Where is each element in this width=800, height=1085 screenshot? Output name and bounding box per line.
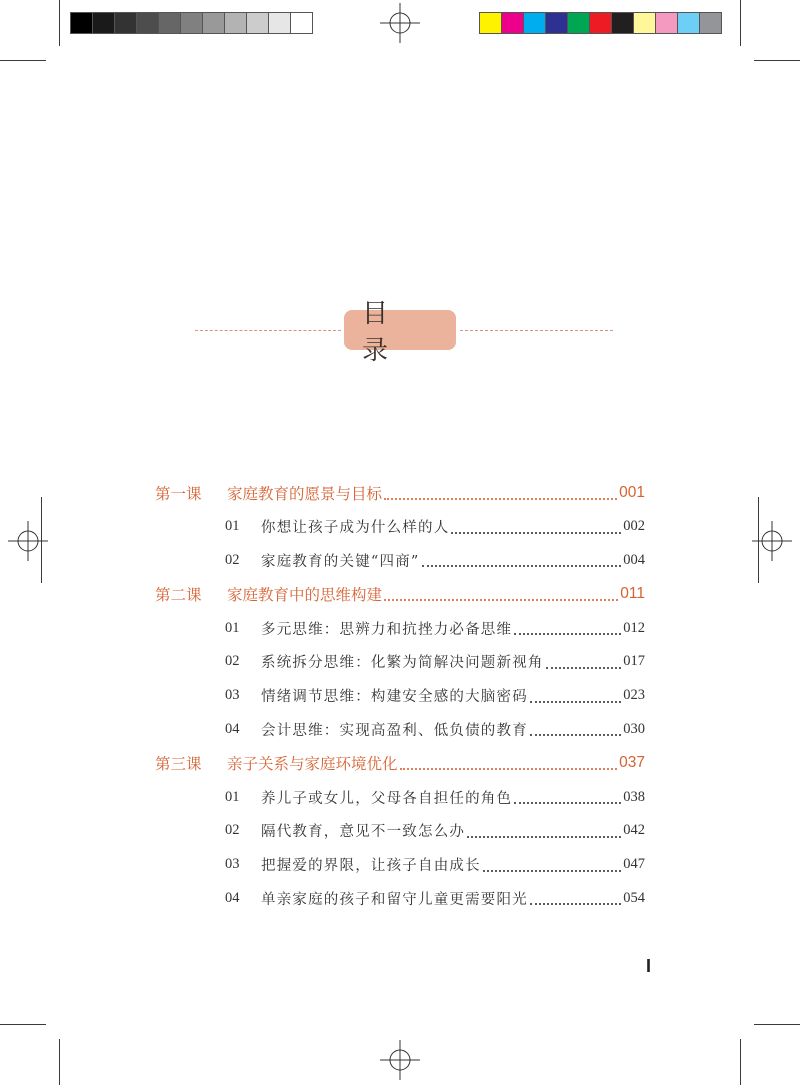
toc-section-entry[interactable]: [155, 882, 645, 916]
toc-section-entry[interactable]: [155, 814, 645, 848]
process-color-bar: [479, 12, 721, 34]
entry-page-number: 042: [623, 822, 645, 839]
entry-title: 你想让孩子成为什么样的人: [261, 520, 450, 537]
color-swatch: [611, 12, 634, 34]
entry-number: 04: [225, 889, 240, 906]
dot-leader: [400, 767, 618, 770]
entry-number: 01: [225, 788, 240, 805]
entry-number: 第二课: [155, 586, 202, 605]
color-swatch: [523, 12, 546, 34]
toc-section-entry[interactable]: [155, 645, 645, 679]
toc-chapter-entry[interactable]: [155, 476, 645, 510]
grayscale-color-bar: [70, 12, 312, 34]
dot-leader: [384, 598, 618, 601]
gray-swatch: [268, 12, 291, 34]
color-swatch: [677, 12, 700, 34]
registration-mark-left-icon: [8, 521, 48, 561]
dot-leader: [530, 700, 621, 703]
entry-title: 亲子关系与家庭环境优化: [227, 755, 398, 774]
toc-section-entry[interactable]: [155, 611, 645, 645]
crop-mark-top-left-v: [59, 0, 60, 46]
dot-leader: [546, 666, 622, 669]
crop-mark-top-right-h: [754, 60, 800, 61]
entry-title: 家庭教育的关键“四商”: [261, 553, 420, 570]
entry-title: 养儿子或女儿，父母各自担任的角色: [261, 790, 513, 807]
gray-swatch: [290, 12, 313, 34]
entry-number: 02: [225, 822, 240, 839]
color-swatch: [589, 12, 612, 34]
gray-swatch: [202, 12, 225, 34]
toc-section-entry[interactable]: [155, 780, 645, 814]
gray-swatch: [114, 12, 137, 34]
toc-section-entry[interactable]: [155, 848, 645, 882]
color-swatch: [655, 12, 678, 34]
entry-title: 把握爱的界限，让孩子自由成长: [261, 858, 481, 875]
gray-swatch: [246, 12, 269, 34]
registration-mark-bottom-icon: [380, 1040, 420, 1080]
dot-leader: [530, 733, 621, 736]
dot-leader: [530, 902, 621, 905]
table-of-contents: [155, 476, 645, 915]
entry-page-number: 030: [623, 720, 645, 737]
color-swatch: [633, 12, 656, 34]
dot-leader: [422, 564, 622, 567]
entry-number: 01: [225, 518, 240, 535]
entry-number: 02: [225, 551, 240, 568]
crop-mark-bottom-right-h: [754, 1024, 800, 1025]
gray-swatch: [70, 12, 93, 34]
toc-chapter-entry[interactable]: [155, 746, 645, 780]
crop-mark-bottom-left-h: [0, 1024, 46, 1025]
dot-leader: [514, 632, 621, 635]
entry-page-number: 054: [623, 889, 645, 906]
entry-page-number: 017: [623, 653, 645, 670]
crop-mark-top-left-h: [0, 60, 46, 61]
toc-heading: [195, 299, 613, 366]
toc-section-entry[interactable]: [155, 510, 645, 544]
crop-mark-top-right-v: [740, 0, 741, 46]
entry-title: 情绪调节思维：构建安全感的大脑密码: [261, 689, 528, 706]
toc-section-entry[interactable]: [155, 679, 645, 713]
dot-leader: [467, 835, 621, 838]
dot-leader: [451, 531, 621, 534]
dot-leader: [483, 869, 621, 872]
color-swatch: [479, 12, 502, 34]
entry-number: 02: [225, 653, 240, 670]
color-swatch: [545, 12, 568, 34]
entry-page-number: 001: [619, 483, 645, 501]
entry-title: 系统拆分思维：化繁为简解决问题新视角: [261, 655, 544, 672]
dot-leader: [384, 497, 617, 500]
gray-swatch: [180, 12, 203, 34]
entry-number: 03: [225, 856, 240, 873]
page-number: I: [646, 956, 652, 976]
entry-number: 03: [225, 687, 240, 704]
gray-swatch: [224, 12, 247, 34]
entry-page-number: 038: [623, 788, 645, 805]
entry-title: 隔代教育，意见不一致怎么办: [261, 824, 466, 841]
dot-leader: [514, 801, 621, 804]
page-title: 目 录: [344, 310, 456, 350]
entry-number: 第一课: [155, 484, 202, 503]
entry-title: 会计思维：实现高盈利、低负债的教育: [261, 722, 528, 739]
entry-page-number: 002: [623, 518, 645, 535]
entry-number: 第三课: [155, 755, 202, 774]
color-swatch: [699, 12, 722, 34]
color-swatch: [567, 12, 590, 34]
entry-page-number: 023: [623, 687, 645, 704]
gray-swatch: [158, 12, 181, 34]
gray-swatch: [92, 12, 115, 34]
title-dashed-rule-right: [460, 330, 613, 331]
entry-page-number: 012: [623, 619, 645, 636]
entry-page-number: 004: [623, 551, 645, 568]
registration-mark-top-icon: [380, 3, 420, 43]
entry-title: 家庭教育中的思维构建: [227, 586, 383, 605]
entry-page-number: 047: [623, 856, 645, 873]
entry-page-number: 037: [619, 754, 645, 772]
gray-swatch: [136, 12, 159, 34]
registration-mark-right-icon: [752, 521, 792, 561]
title-dashed-rule-left: [195, 330, 341, 331]
entry-page-number: 011: [620, 585, 645, 603]
toc-section-entry[interactable]: [155, 713, 645, 747]
color-swatch: [501, 12, 524, 34]
entry-title: 单亲家庭的孩子和留守儿童更需要阳光: [261, 891, 528, 908]
toc-chapter-entry[interactable]: [155, 577, 645, 611]
entry-number: 04: [225, 720, 240, 737]
crop-mark-bottom-left-v: [59, 1039, 60, 1085]
entry-title: 家庭教育的愿景与目标: [227, 484, 383, 503]
toc-section-entry[interactable]: [155, 544, 645, 578]
entry-title: 多元思维：思辨力和抗挫力必备思维: [261, 621, 513, 638]
crop-mark-bottom-right-v: [740, 1039, 741, 1085]
entry-number: 01: [225, 619, 240, 636]
